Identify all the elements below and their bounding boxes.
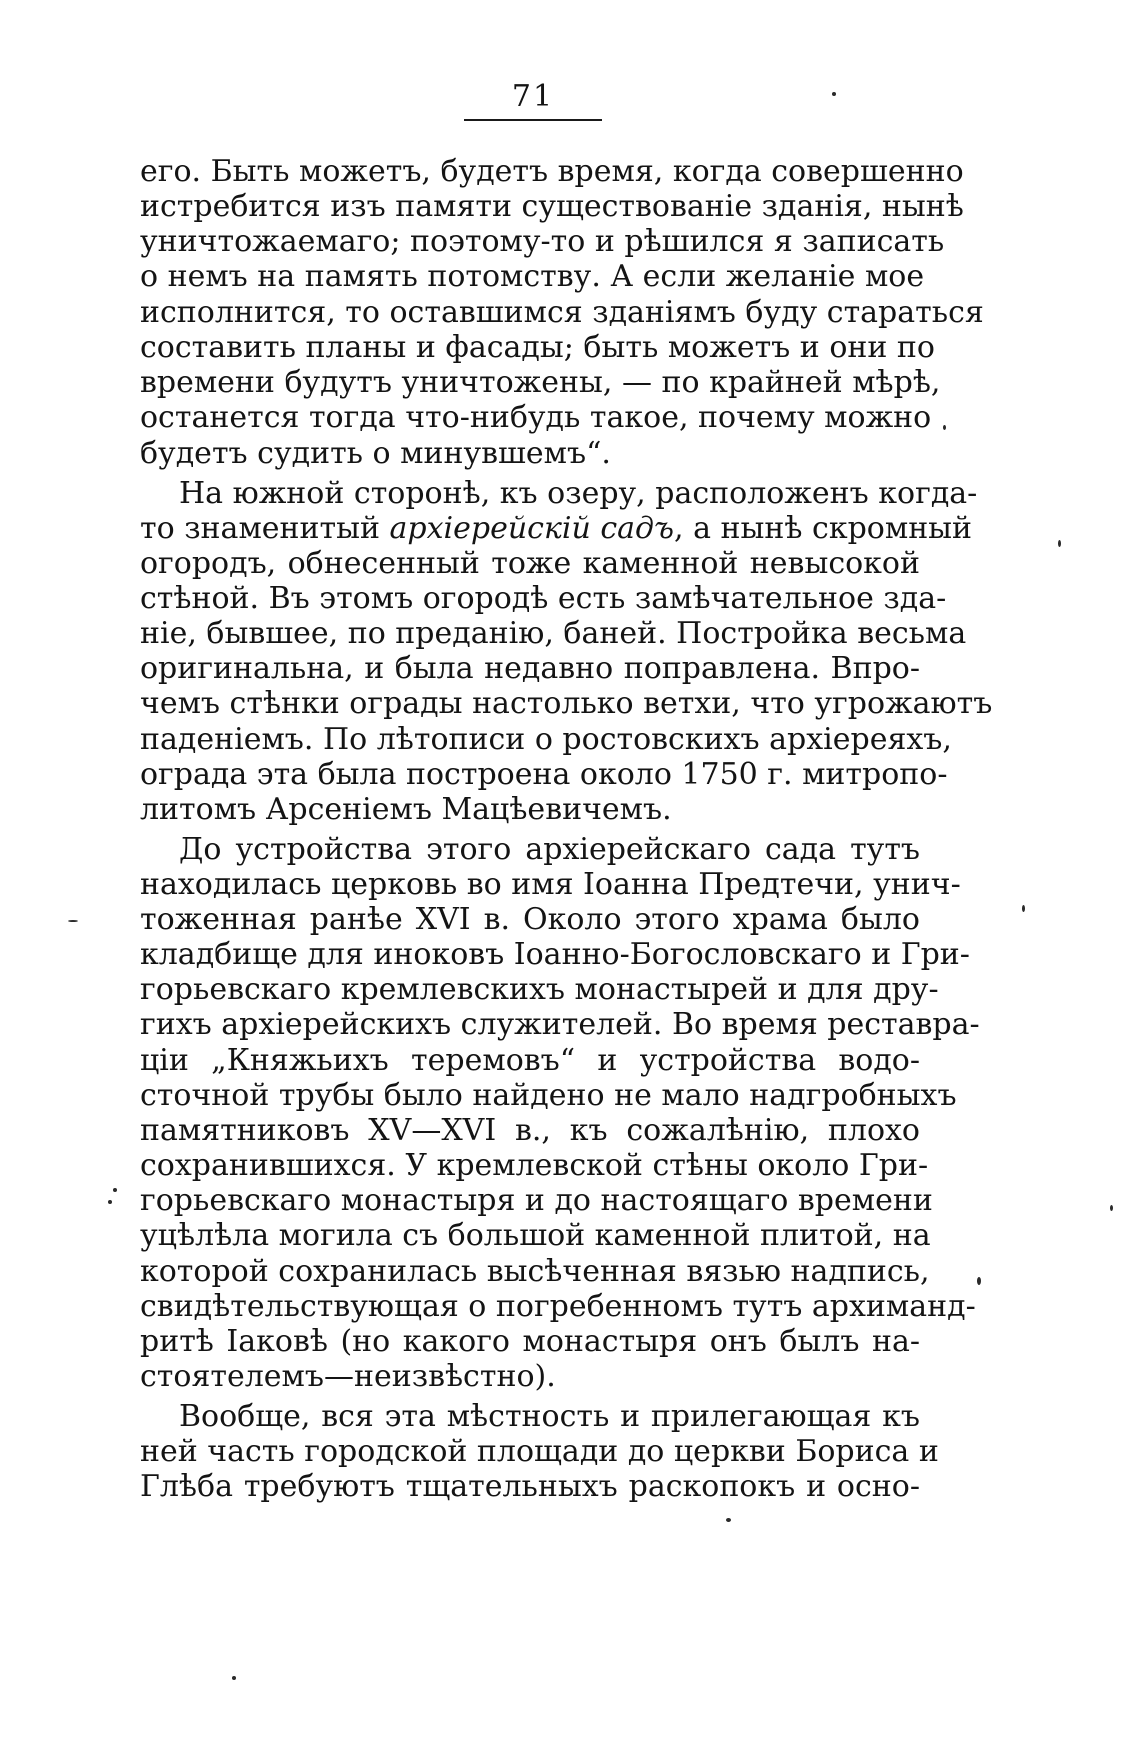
scan-speck (232, 1676, 236, 1680)
scan-speck (68, 920, 78, 922)
emphasized-phrase: архіерейскій садъ (389, 511, 675, 546)
text-line: стѣной. Въ этомъ огородѣ есть замѣчательное зда- (140, 581, 947, 616)
text-line: истребится изъ памяти существованіе зданія, нынѣ (140, 189, 964, 224)
text-line: о немъ на память потомству. А если желаніе мое (140, 259, 925, 294)
text-line: Вообще, вся эта мѣстность и прилегающая къ (179, 1399, 920, 1434)
text-line: свидѣтельствующая о погребенномъ тутъ архиманд- (140, 1289, 976, 1324)
text-line: ритѣ Іаковѣ (но какого монастыря онъ былъ на- (140, 1324, 920, 1359)
text-line: литомъ Арсеніемъ Мацѣевичемъ. (140, 792, 672, 827)
text-line: времени будутъ уничтожены, — по крайней мѣрѣ, (140, 365, 941, 400)
text-line: чемъ стѣнки ограды настолько ветхи, что угрожаютъ (140, 686, 993, 721)
scan-speck (943, 425, 946, 430)
text-line: будетъ судить о минувшемъ“. (140, 436, 611, 471)
text-run: , а нынѣ скромный (674, 511, 973, 546)
text-line: горьевскаго кремлевскихъ монастырей и для дру- (140, 972, 939, 1007)
text-line: Глѣба требуютъ тщательныхъ раскопокъ и осно- (140, 1469, 920, 1504)
scan-speck (832, 92, 836, 96)
text-line: исполнится, то оставшимся зданіямъ буду стараться (140, 295, 984, 330)
text-line: ціи „Княжьихъ теремовъ“ и устройства водо- (140, 1043, 920, 1078)
text-line: ограда эта была построена около 1750 г. митропо- (140, 757, 948, 792)
text-line: его. Быть можетъ, будетъ время, когда совершенно (140, 154, 964, 189)
text-line: уничтожаемаго; поэтому-то и рѣшился я записать (140, 224, 945, 259)
scan-speck (977, 1277, 981, 1285)
text-line: составить планы и фасады; быть можетъ и они по (140, 330, 935, 365)
scan-speck (1022, 905, 1025, 912)
scan-speck (726, 1518, 731, 1522)
text-run: то знаменитый (140, 511, 390, 546)
text-line: На южной сторонѣ, къ озеру, расположенъ когда- (179, 476, 978, 511)
text-line: оригинальна, и была недавно поправлена. Впро- (140, 651, 920, 686)
page-number: 71 (511, 79, 555, 114)
text-line: сточной трубы было найдено не мало надгробныхъ (140, 1078, 957, 1113)
scan-speck (1058, 540, 1061, 547)
text-line: ніе, бывшее, по преданію, баней. Постройка весьма (140, 616, 967, 651)
scan-speck (1110, 1205, 1113, 1211)
text-line: сохранившихся. У кремлевской стѣны около Гри- (140, 1148, 929, 1183)
text-line: До устройства этого архіерейскаго сада тутъ (179, 832, 920, 867)
text-line: гихъ архіерейскихъ служителей. Во время реставра- (140, 1007, 980, 1042)
text-line: памятниковъ XV—XVI в., къ сожалѣнію, плохо (140, 1113, 920, 1148)
text-line: останется тогда что-нибудь такое, почему можно (140, 400, 932, 435)
scan-speck (108, 1200, 112, 1204)
text-line: уцѣлѣла могила съ большой каменной плитой, на (140, 1218, 931, 1253)
text-line: стоятелемъ—неизвѣстно). (140, 1359, 556, 1394)
text-line: находилась церковь во имя Іоанна Предтечи, унич- (140, 867, 961, 902)
text-line: горьевскаго монастыря и до настоящаго времени (140, 1183, 933, 1218)
text-line: огородъ, обнесенный тоже каменной невысокой (140, 546, 920, 581)
text-line: паденіемъ. По лѣтописи о ростовскихъ архіереяхъ, (140, 722, 952, 757)
text-line: ней часть городской площади до церкви Бориса и (140, 1434, 939, 1469)
scan-speck (113, 1188, 117, 1192)
text-line: кладбище для иноковъ Іоанно-Богословскаго и Гри- (140, 937, 970, 972)
text-line: которой сохранилась высѣченная вязью надпись, (140, 1254, 930, 1289)
text-line: тоженная ранѣе XVI в. Около этого храма было (140, 902, 920, 937)
text-line (140, 511, 973, 547)
